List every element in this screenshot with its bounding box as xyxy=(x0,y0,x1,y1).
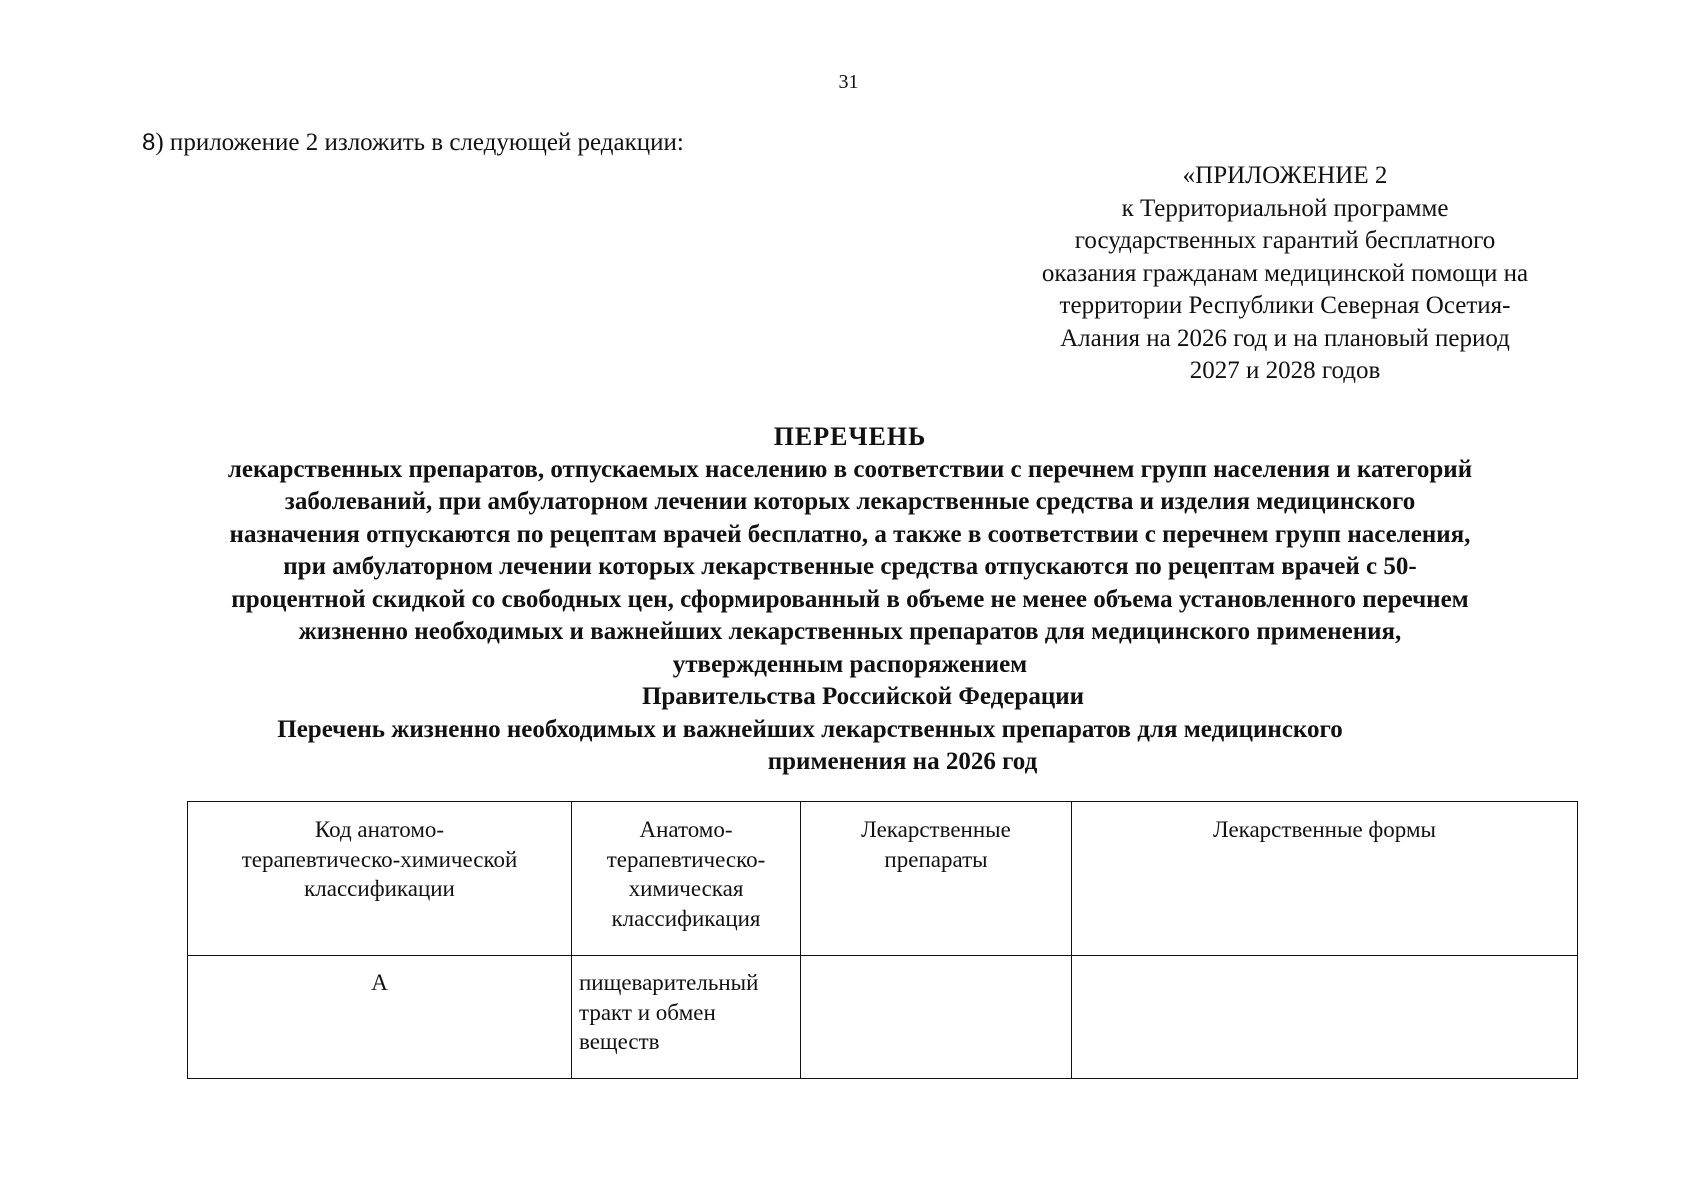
appendix-header xyxy=(990,160,1580,388)
title-description-line: лекарственных препаратов, отпускаемых населению в соответствии с перечнем групп населения и категорий xyxy=(227,455,1473,483)
title-description-line: утвержденным распоряжением xyxy=(672,650,1028,678)
title-description-line: Правительства Российской Федерации xyxy=(641,683,1085,710)
table-header-row xyxy=(188,802,1578,956)
appendix-line: «ПРИЛОЖЕНИЕ 2 xyxy=(1182,162,1388,189)
instruction-number: 8 xyxy=(142,129,156,156)
appendix-line: к Территориальной программе xyxy=(1121,194,1449,222)
header-medicinal-products: Лекарственные препараты xyxy=(801,802,1072,956)
title-description-line: процентной скидкой со свободных цен, сформированный в объеме не менее объема установленного перечнем xyxy=(231,585,1469,613)
table-row xyxy=(188,956,1578,1079)
header-atc-code: Код анатомо- терапевтическо-химической классификации xyxy=(188,802,572,956)
title-subtitle-line: применения на 2026 год xyxy=(767,748,1038,775)
title-description-line: заболеваний, при амбулаторном лечении которых лекарственные средства и изделия медицинского xyxy=(284,488,1416,515)
title-heading: ПЕРЕЧЕНЬ xyxy=(773,422,927,451)
title-description-line: назначения отпускаются по рецептам врачей бесплатно, а также в соответствии с перечнем групп населения, xyxy=(229,520,1471,548)
appendix-line: территории Республики Северная Осетия- xyxy=(1059,292,1511,319)
instruction-text: ) приложение 2 изложить в следующей редакции: xyxy=(155,129,684,156)
appendix-line: Алания на 2026 год и на плановый период xyxy=(1060,324,1510,352)
title-description-line: при амбулаторном лечении которых лекарственные средства отпускаются по рецептам врачей с 50- xyxy=(283,553,1417,580)
header-atc-classification: Анатомо- терапевтическо- химическая классификация xyxy=(572,802,801,956)
cell-atc-code: A xyxy=(188,956,572,1079)
amendment-instruction xyxy=(142,129,684,157)
title-subtitle-line: Перечень жизненно необходимых и важнейших лекарственных препаратов для медицинского xyxy=(277,715,1343,743)
cell-atc-group: пищеварительный тракт и обмен веществ xyxy=(572,956,801,1079)
cell-dosage-forms xyxy=(1072,956,1578,1079)
title-description-line: жизненно необходимых и важнейших лекарственных препаратов для медицинского применения, xyxy=(298,618,1402,645)
document-title xyxy=(110,421,1590,779)
page-number: 31 xyxy=(838,71,859,93)
appendix-line: оказания гражданам медицинской помощи на xyxy=(1041,259,1529,287)
drug-list-table xyxy=(187,801,1578,1079)
appendix-line: государственных гарантий бесплатного xyxy=(1074,227,1496,254)
cell-medicinal-products xyxy=(801,956,1072,1079)
appendix-line: 2027 и 2028 годов xyxy=(1189,357,1381,384)
header-dosage-forms: Лекарственные формы xyxy=(1072,802,1578,956)
